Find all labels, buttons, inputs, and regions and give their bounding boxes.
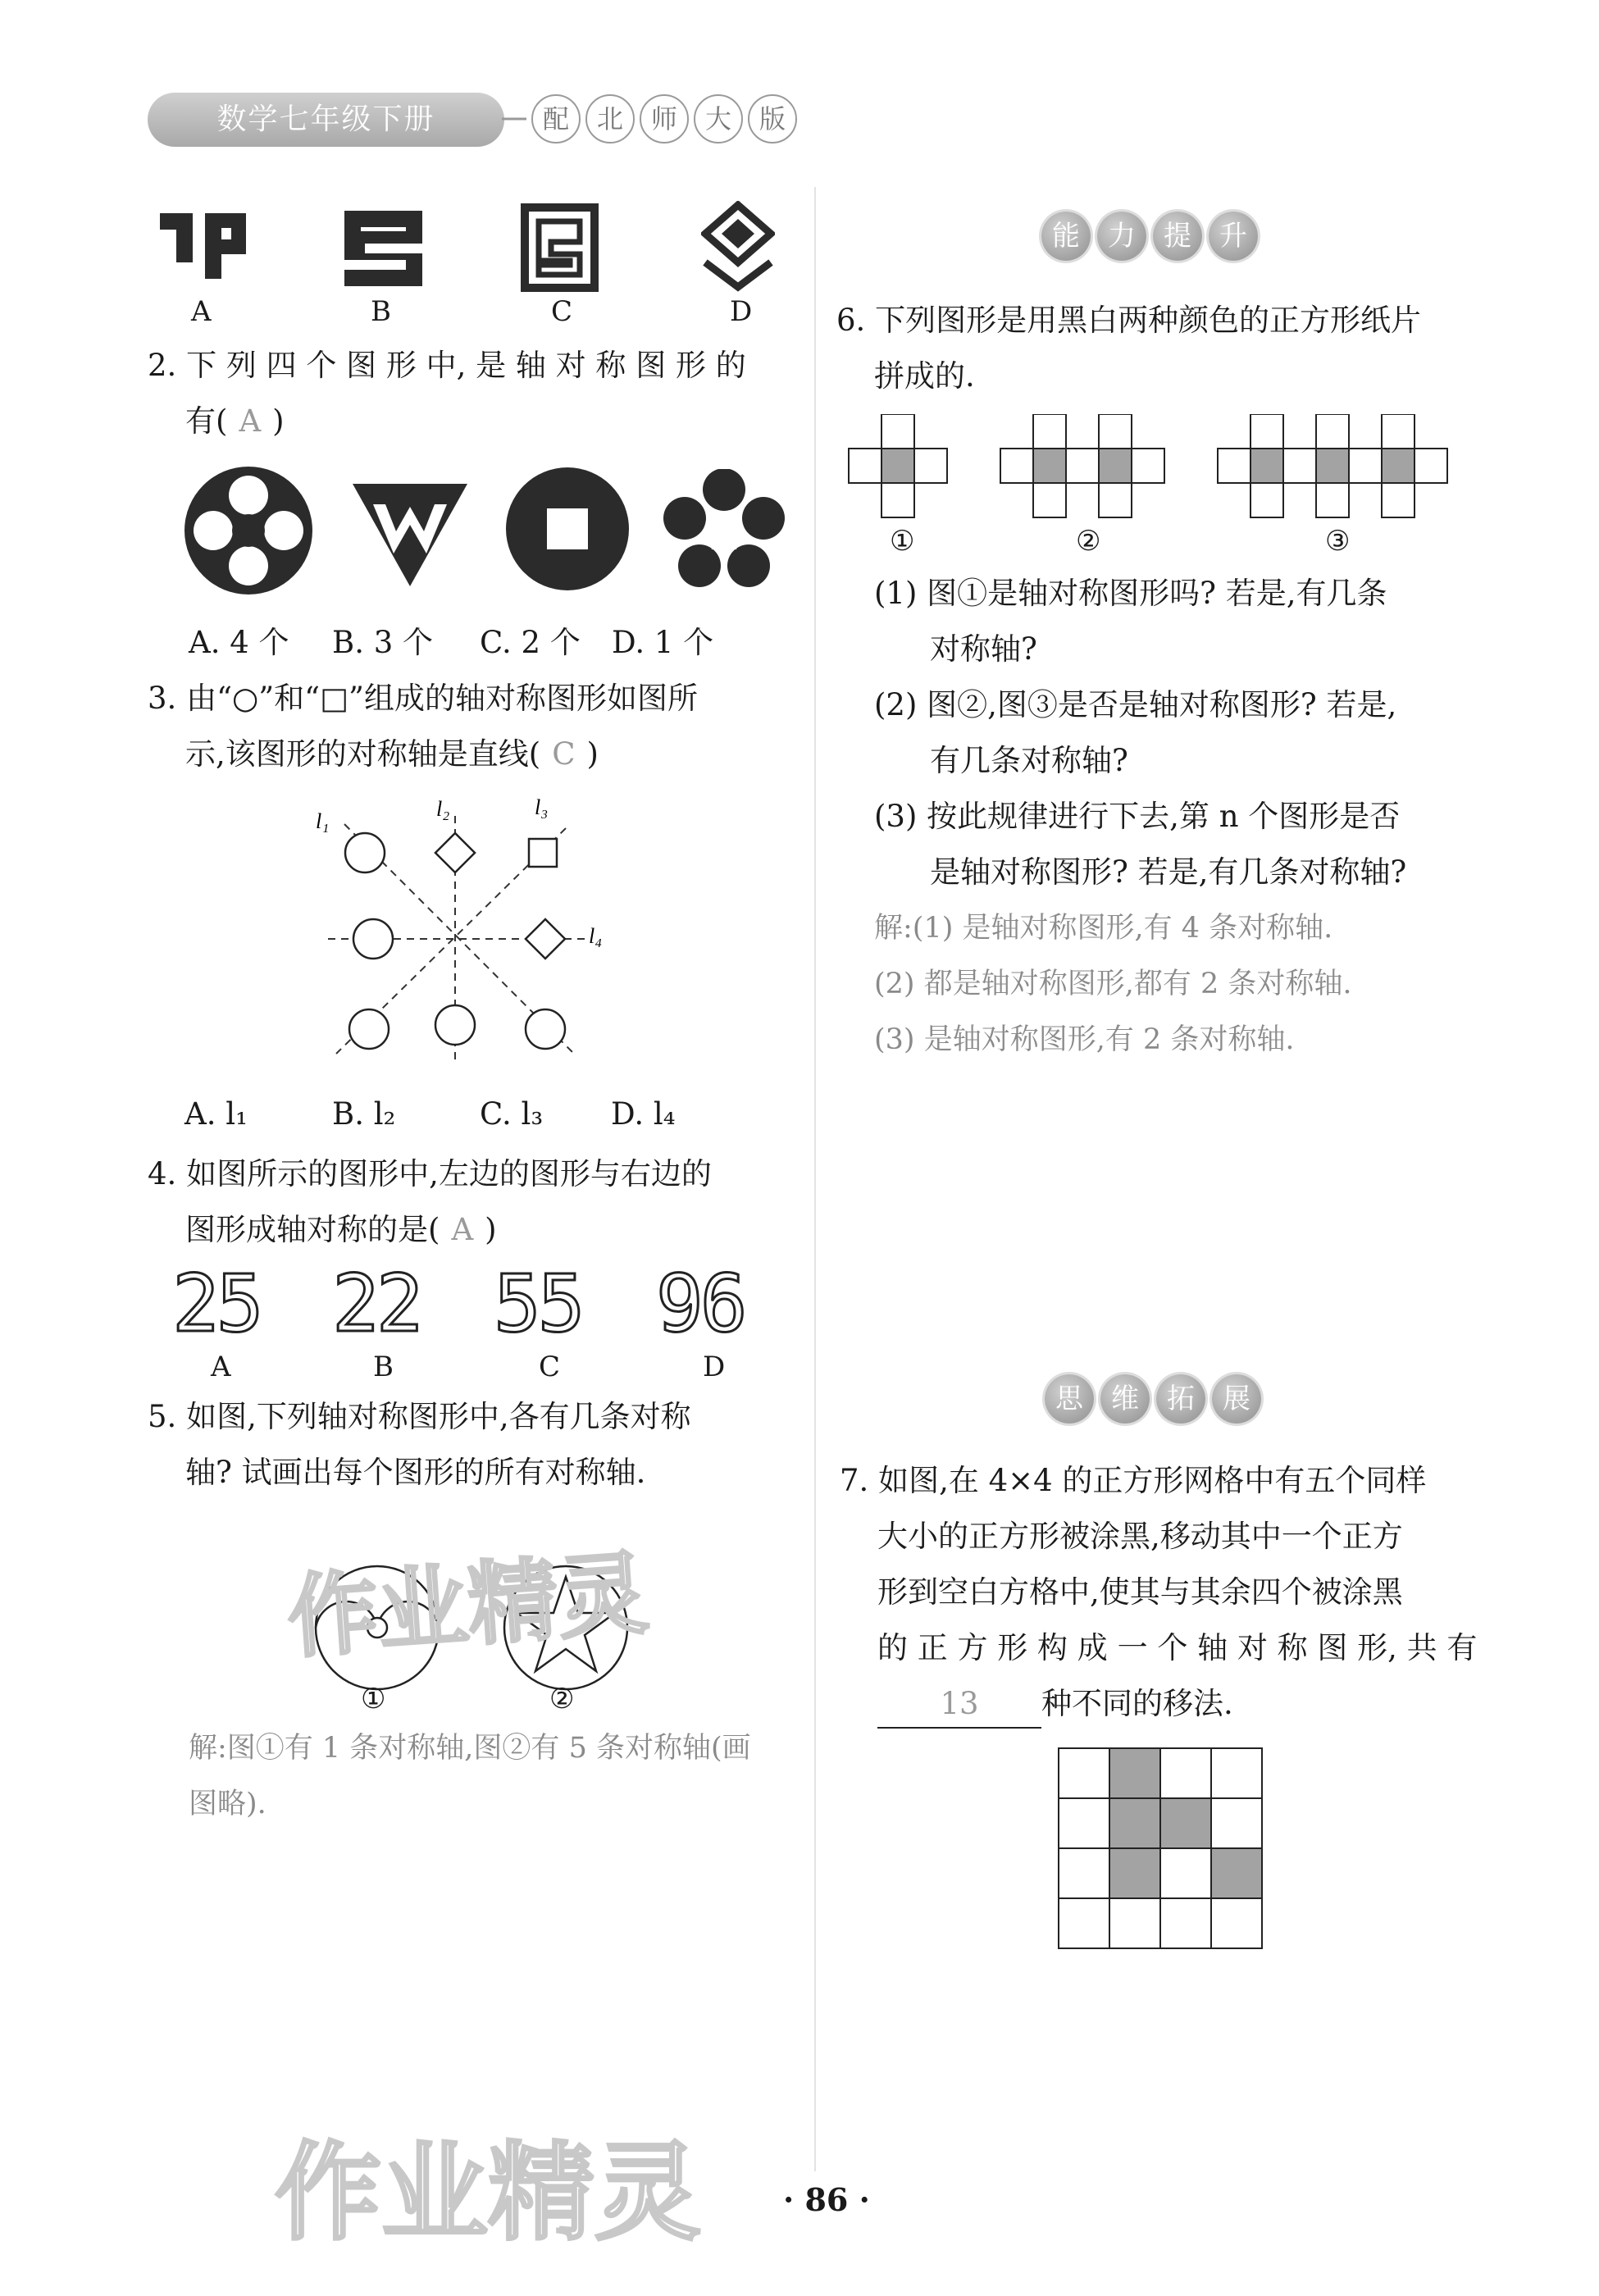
q6-solution-2: (2) 都是轴对称图形,都有 2 条对称轴.: [874, 968, 1352, 1000]
q6-stem-line1: 6. 下列图形是用黑白两种颜色的正方形纸片: [836, 303, 1422, 338]
q2-figure-triangle-w: [348, 476, 472, 590]
q3-option-c: C. l₃: [480, 1096, 544, 1132]
q2-stem-line1: 2. 下 列 四 个 图 形 中, 是 轴 对 称 图 形 的: [148, 348, 746, 383]
q6-figure-label-2: ②: [1076, 525, 1101, 558]
header-connector: [502, 115, 526, 123]
q6-sub3-line2: 是轴对称图形? 若是,有几条对称轴?: [930, 854, 1407, 890]
q7-answer-blank: 13: [877, 1681, 1041, 1729]
q4-option-b: B: [373, 1351, 394, 1383]
q5-figure-label-1: ①: [361, 1683, 386, 1715]
q4-answer: A: [451, 1212, 474, 1247]
q5-solution-line1: 解:图①有 1 条对称轴,图②有 5 条对称轴(画: [189, 1732, 751, 1765]
q7-stem-line2: 大小的正方形被涂黑,移动其中一个正方: [877, 1519, 1403, 1554]
q5-stem-line2: 轴? 试画出每个图形的所有对称轴.: [185, 1455, 646, 1490]
edition-char-4: 大: [694, 94, 743, 144]
column-divider: [814, 187, 816, 2171]
section1-char-3: 提: [1153, 212, 1202, 261]
axis-label-l1: l₁: [316, 809, 330, 833]
q4-figure-d: 96: [656, 1258, 745, 1350]
q4-option-c: C: [539, 1351, 561, 1383]
q6-figure-label-1: ①: [890, 525, 915, 558]
q2-option-c: C. 2 个: [480, 625, 581, 660]
q4-figure-a: 25: [172, 1258, 261, 1350]
q6-stem-line2: 拼成的.: [874, 358, 975, 394]
q4-stem-line1: 4. 如图所示的图形中,左边的图形与右边的: [148, 1156, 712, 1191]
q7-grid-4x4: [1058, 1747, 1264, 1950]
q1-option-a: A: [191, 295, 212, 328]
q6-figures: [845, 414, 1468, 521]
axis-label-l3: l₃: [535, 795, 549, 819]
q5-stem-line1: 5. 如图,下列轴对称图形中,各有几条对称: [148, 1399, 691, 1434]
q2-figure-pentagon-flower: [663, 469, 786, 592]
q3-stem-line1: 3. 由“○”和“□”组成的轴对称图形如图所: [148, 681, 698, 716]
q6-sub1-line2: 对称轴?: [930, 631, 1037, 667]
q7-stem-line3: 形到空白方格中,使其与其余四个被涂黑: [877, 1574, 1403, 1610]
section2-char-4: 展: [1212, 1374, 1261, 1424]
q3-option-d: D. l₄: [611, 1096, 676, 1132]
q2-option-a: A. 4 个: [189, 625, 289, 660]
q6-sub2-line1: (2) 图②,图③是否是轴对称图形? 若是,: [874, 687, 1397, 722]
q4-figure-b: 22: [332, 1258, 421, 1350]
q4-stem-line2: 图形成轴对称的是( A ): [185, 1212, 497, 1247]
section1-char-4: 升: [1209, 212, 1258, 261]
section1-char-2: 力: [1097, 212, 1146, 261]
q4-option-d: D: [703, 1351, 726, 1383]
axis-label-l2: l₂: [436, 797, 450, 821]
page-number: · 86 ·: [783, 2181, 870, 2218]
q7-stem-line1: 7. 如图,在 4×4 的正方形网格中有五个同样: [840, 1463, 1427, 1498]
q2-figure-circle-petals: [182, 464, 315, 597]
q2-option-d: D. 1 个: [612, 625, 714, 660]
q2-stem-line2: 有( A ): [185, 403, 285, 439]
q1-logo-b: [336, 207, 430, 289]
q2-figure-coin: [504, 466, 631, 593]
q1-logo-c: [521, 203, 599, 292]
q1-option-d: D: [730, 295, 753, 328]
q1-option-c: C: [551, 295, 573, 328]
q7-stem-line4: 的 正 方 形 构 成 一 个 轴 对 称 图 形, 共 有: [877, 1630, 1478, 1665]
edition-char-5: 版: [748, 94, 797, 144]
edition-char-2: 北: [585, 94, 635, 144]
q4-option-a: A: [211, 1351, 231, 1383]
q3-symmetry-figure: [312, 791, 623, 1086]
q6-sub2-line2: 有几条对称轴?: [930, 743, 1128, 778]
q6-solution-3: (3) 是轴对称图形,有 2 条对称轴.: [874, 1023, 1295, 1056]
q6-figure-label-3: ③: [1325, 525, 1351, 558]
edition-char-3: 师: [640, 94, 689, 144]
q4-figure-c: 55: [494, 1258, 582, 1350]
q3-option-b: B. l₂: [332, 1096, 396, 1132]
edition-char-1: 配: [531, 94, 581, 144]
q6-sub1-line1: (1) 图①是轴对称图形吗? 若是,有几条: [874, 576, 1387, 611]
axis-label-l4: l₄: [589, 924, 603, 948]
q5-solution-line2: 图略).: [189, 1788, 266, 1820]
book-title: 数学七年级下册: [148, 93, 504, 147]
section1-char-1: 能: [1041, 212, 1091, 261]
section2-char-1: 思: [1045, 1374, 1094, 1424]
q3-stem-line2: 示,该图形的对称轴是直线( C ): [185, 736, 599, 772]
q6-solution-1: 解:(1) 是轴对称图形,有 4 条对称轴.: [874, 912, 1333, 945]
q3-option-a: A. l₁: [184, 1096, 248, 1132]
q2-answer: A: [239, 403, 262, 439]
q2-option-b: B. 3 个: [332, 625, 434, 660]
q5-figure-label-2: ②: [549, 1683, 575, 1715]
watermark-bottom: 作业精灵: [275, 2130, 702, 2255]
section2-char-2: 维: [1100, 1374, 1150, 1424]
q1-logo-a: [156, 205, 254, 291]
q6-sub3-line1: (3) 按此规律进行下去,第 n 个图形是否: [874, 799, 1401, 834]
watermark-middle: 作业精灵: [284, 1540, 652, 1671]
q7-stem-line5: 13 种不同的移法.: [877, 1676, 1233, 1732]
q1-option-b: B: [371, 295, 391, 328]
section2-char-3: 拓: [1156, 1374, 1205, 1424]
q1-logo-d: [701, 201, 775, 293]
q3-answer: C: [552, 736, 576, 772]
